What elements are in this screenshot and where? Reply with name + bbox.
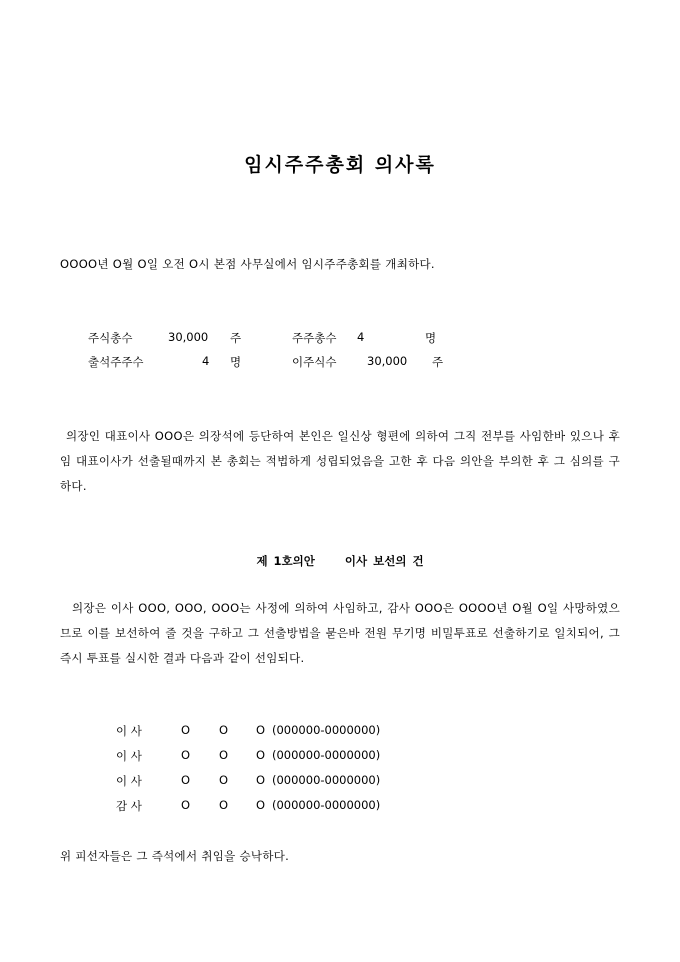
attending-holders-label: 출석주주수: [88, 355, 144, 369]
elected-id-number: (000000-0000000): [272, 723, 381, 737]
elected-id-number: (000000-0000000): [272, 748, 381, 762]
opening-paragraph: 의장인 대표이사 OOO은 의장석에 등단하여 본인은 일신상 형편에 의하여 그직 전부를 사임한바 있으나 후임 대표이사가 선출될때까지 본 총회는 적법하게 성립되었음을 고한 후 다음 의안을 부의한 후 그 심의를 구하다.: [60, 429, 620, 493]
agenda-heading: [0, 553, 680, 569]
elected-name-char-3: O: [256, 773, 266, 787]
elected-id-number: (000000-0000000): [272, 798, 381, 812]
elected-id-number: (000000-0000000): [272, 773, 381, 787]
elected-name-char-1: O: [181, 798, 191, 812]
elected-row: [0, 773, 680, 791]
total-shares-label: 주식총수: [88, 331, 133, 345]
elected-name-char-1: O: [181, 773, 191, 787]
elected-name-char-1: O: [181, 723, 191, 737]
elected-role: 이 사: [116, 774, 142, 788]
intro-line: OOOO년 O월 O일 오전 O시 본점 사무실에서 임시주주총회를 개최하다.: [60, 257, 435, 271]
elected-name-char-2: O: [219, 773, 229, 787]
elected-role: 감 사: [116, 799, 142, 813]
elected-name-char-3: O: [256, 798, 266, 812]
total-holders-label: 주주총수: [292, 331, 337, 345]
closing-line: 위 피선자들은 그 즉석에서 취임을 승낙하다.: [60, 849, 290, 863]
attending-holders-value: 4: [202, 354, 210, 368]
total-shares-value: 30,000: [168, 330, 209, 344]
elected-name-char-2: O: [219, 723, 229, 737]
elected-name-char-2: O: [219, 798, 229, 812]
elected-row: [0, 798, 680, 816]
total-holders-value: 4: [357, 330, 365, 344]
total-holders-unit: 명: [425, 331, 437, 345]
total-shares-unit: 주: [230, 331, 242, 345]
elected-row: [0, 748, 680, 766]
elected-role: 이 사: [116, 749, 142, 763]
attending-shares-label: 이주식수: [292, 355, 337, 369]
elected-role: 이 사: [116, 724, 142, 738]
agenda-subject: 이사 보선의 건: [344, 554, 424, 568]
attending-holders-unit: 명: [230, 355, 242, 369]
document-title: 임시주주총회 의사록: [244, 154, 436, 176]
attending-shares-unit: 주: [432, 355, 444, 369]
elected-row: [0, 723, 680, 741]
elected-name-char-3: O: [256, 723, 266, 737]
elected-name-char-3: O: [256, 748, 266, 762]
agenda-number: 제 1호의안: [256, 554, 315, 568]
attending-shares-value: 30,000: [367, 354, 408, 368]
agenda-paragraph: 의장은 이사 OOO, OOO, OOO는 사정에 의하여 사임하고, 감사 OOO은 OOOO년 O월 O일 사망하였으므로 이를 보선하여 줄 것을 구하고 그 선출방법을 묻은바 전원 무기명 비밀투표로 선출하기로 일치되어, 그 즉시 투표를 실시한 결과 다음과 같이 선임되다.: [60, 601, 620, 665]
elected-name-char-1: O: [181, 748, 191, 762]
elected-name-char-2: O: [219, 748, 229, 762]
